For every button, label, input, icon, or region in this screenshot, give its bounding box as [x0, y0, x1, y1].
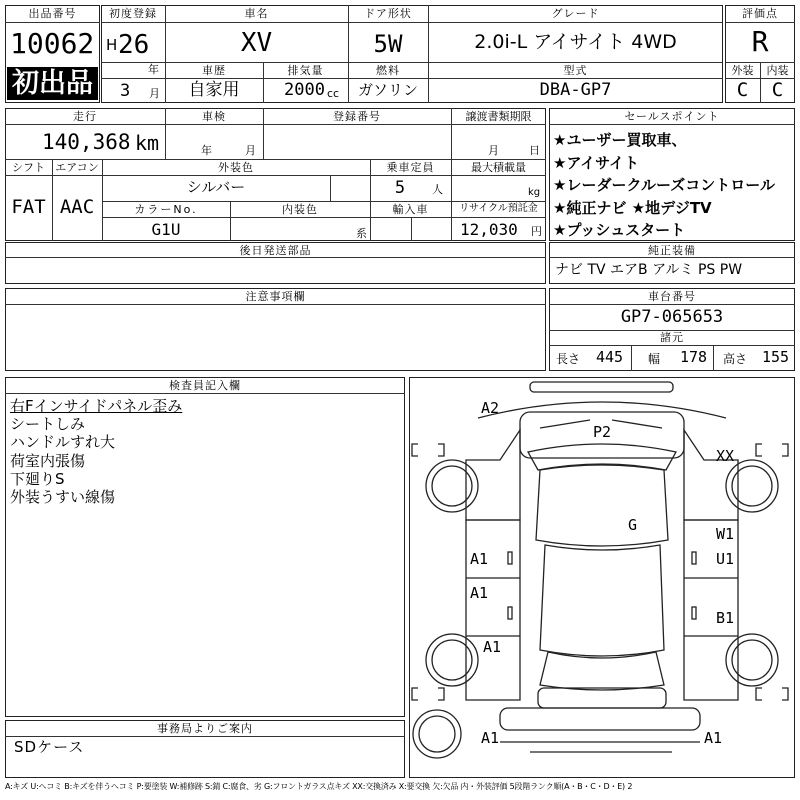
recycle-label: リサイクル預託金: [459, 203, 538, 214]
person-unit: 人: [432, 183, 443, 196]
cc-unit: cc: [327, 87, 340, 100]
legend: A:キズ U:ヘコミ B:キズを伴うヘコミ P:要塗装 W:補修跡 S:錆 C:腐食、劣 G:フロントガラス点キズ XX:交換済み X:要交換 欠:欠品 内・外装評価 5段階ランク順(A・B・C・D・E) 2: [5, 782, 633, 791]
exterior-grade: C: [736, 79, 749, 101]
equipment-value: ナビ TV エアB アルミ PS PW: [555, 262, 743, 278]
sales-point: ★アイサイト: [553, 153, 640, 172]
first-reg-label: 初度登録: [109, 7, 157, 20]
inspector-line: シートしみ: [10, 415, 86, 434]
exterior-label: 外装: [731, 64, 754, 77]
length: 445: [596, 348, 624, 366]
transfer-label: 譲渡書類期限: [465, 110, 532, 123]
mark-a2: A2: [481, 399, 500, 417]
later-parts-title: 後日発送部品: [239, 244, 312, 257]
import-label: 輸入車: [392, 203, 429, 216]
notes-title: 注意事項欄: [245, 290, 306, 303]
era: H: [106, 36, 118, 54]
fuel: ガソリン: [357, 81, 418, 99]
width: 178: [680, 348, 708, 366]
grade-label: グレード: [551, 7, 600, 20]
first-listing-badge: 初出品: [7, 67, 98, 100]
score: R: [751, 25, 769, 58]
inspector-line: 外装うすい線傷: [10, 488, 116, 507]
interior-grade: C: [771, 79, 784, 101]
inspection-month-unit: 月: [245, 144, 256, 157]
inspector-line: 荷室内張傷: [10, 451, 86, 470]
transfer-day-unit: 日: [529, 144, 540, 157]
recycle-amount: 12,030: [460, 220, 518, 239]
kg-unit: kg: [528, 187, 541, 198]
ac: AAC: [59, 196, 95, 218]
inspection-year-unit: 年: [201, 144, 212, 157]
sales-point: ★ユーザー買取車、: [553, 131, 687, 149]
grade: 2.0i-L アイサイト 4WD: [474, 31, 677, 53]
color-no-label: カラーNo.: [134, 203, 198, 216]
mark-a1-bottom-left: A1: [481, 729, 500, 747]
sales-point: ★純正ナビ ★地デジTV: [553, 198, 712, 217]
mileage: 140,368: [42, 130, 131, 154]
shift: FAT: [11, 196, 46, 218]
inspector-title: 検査員記入欄: [169, 379, 241, 392]
width-label: 幅: [648, 352, 661, 366]
mark-u1: U1: [716, 550, 735, 568]
model: DBA-GP7: [539, 80, 612, 100]
mark-a1-bottom-right: A1: [704, 729, 723, 747]
transfer-month-unit: 月: [488, 144, 499, 157]
inspector-line: 下廻りS: [10, 469, 65, 488]
score-label: 評価点: [742, 7, 778, 20]
lot-label: 出品番号: [28, 7, 77, 20]
capacity-label: 乗車定員: [386, 161, 435, 174]
fuel-label: 燃料: [376, 64, 400, 77]
ext-color-label: 外装色: [218, 161, 254, 174]
yen-unit: 円: [531, 225, 542, 238]
equipment-title: 純正装備: [648, 244, 696, 257]
height: 155: [762, 348, 790, 366]
sales-point: ★レーダークルーズコントロール: [553, 176, 775, 194]
mark-a1-left-fender: A1: [483, 638, 502, 656]
year: 26: [118, 30, 150, 60]
history-label: 車歴: [202, 64, 226, 77]
mark-p2: P2: [593, 423, 612, 441]
displacement: 2000: [284, 80, 325, 100]
mark-w1: W1: [716, 525, 735, 543]
km-unit: km: [135, 131, 160, 155]
model-label: 型式: [563, 64, 588, 77]
dims-title: 諸元: [660, 331, 684, 344]
inspector-line: ハンドルすれ大: [10, 433, 116, 452]
door-label: ドア形状: [364, 7, 412, 20]
mark-b1: B1: [716, 609, 735, 627]
ac-label: エアコン: [55, 161, 99, 174]
sales-point: ★プッシュスタート: [553, 221, 686, 239]
lot-number: 10062: [10, 27, 95, 60]
sales-points-title: セールスポイント: [624, 110, 720, 123]
mark-g: G: [628, 516, 638, 534]
car-name-label: 車名: [244, 7, 269, 20]
chassis-number: GP7-065653: [620, 307, 724, 327]
height-label: 高さ: [723, 352, 748, 366]
car-name: XV: [240, 28, 273, 58]
displacement-label: 排気量: [287, 64, 324, 77]
mark-a1-left-rear-door: A1: [470, 584, 489, 602]
ext-color: シルバー: [186, 178, 246, 196]
door-type: 5W: [373, 30, 403, 58]
interior-label: 内装: [766, 64, 789, 77]
year-unit: 年: [148, 63, 159, 76]
sales-points-list: [553, 129, 775, 242]
inspector-line: 右Fインサイドパネル歪み: [10, 397, 183, 415]
inspector-notes: [10, 397, 182, 506]
mileage-label: 走行: [73, 110, 97, 123]
shift-label: シフト: [12, 161, 45, 174]
int-color-label: 内装色: [282, 203, 318, 216]
int-color-kei: 系: [356, 227, 367, 240]
load-label: 最大積載量: [471, 161, 526, 174]
chassis-title: 車台番号: [648, 290, 696, 303]
color-no: G1U: [151, 220, 181, 239]
month-unit: 月: [149, 87, 160, 100]
capacity: 5: [394, 178, 406, 198]
mark-xx: XX: [716, 447, 735, 465]
office-text: SDケース: [14, 738, 85, 756]
history: 自家用: [188, 80, 240, 100]
office-title: 事務局よりご案内: [157, 722, 253, 735]
month: 3: [120, 81, 131, 101]
inspection-label: 車検: [202, 110, 226, 123]
mark-a1-left-front-door: A1: [470, 550, 489, 568]
reg-no-label: 登録番号: [333, 110, 381, 123]
length-label: 長さ: [556, 352, 581, 366]
